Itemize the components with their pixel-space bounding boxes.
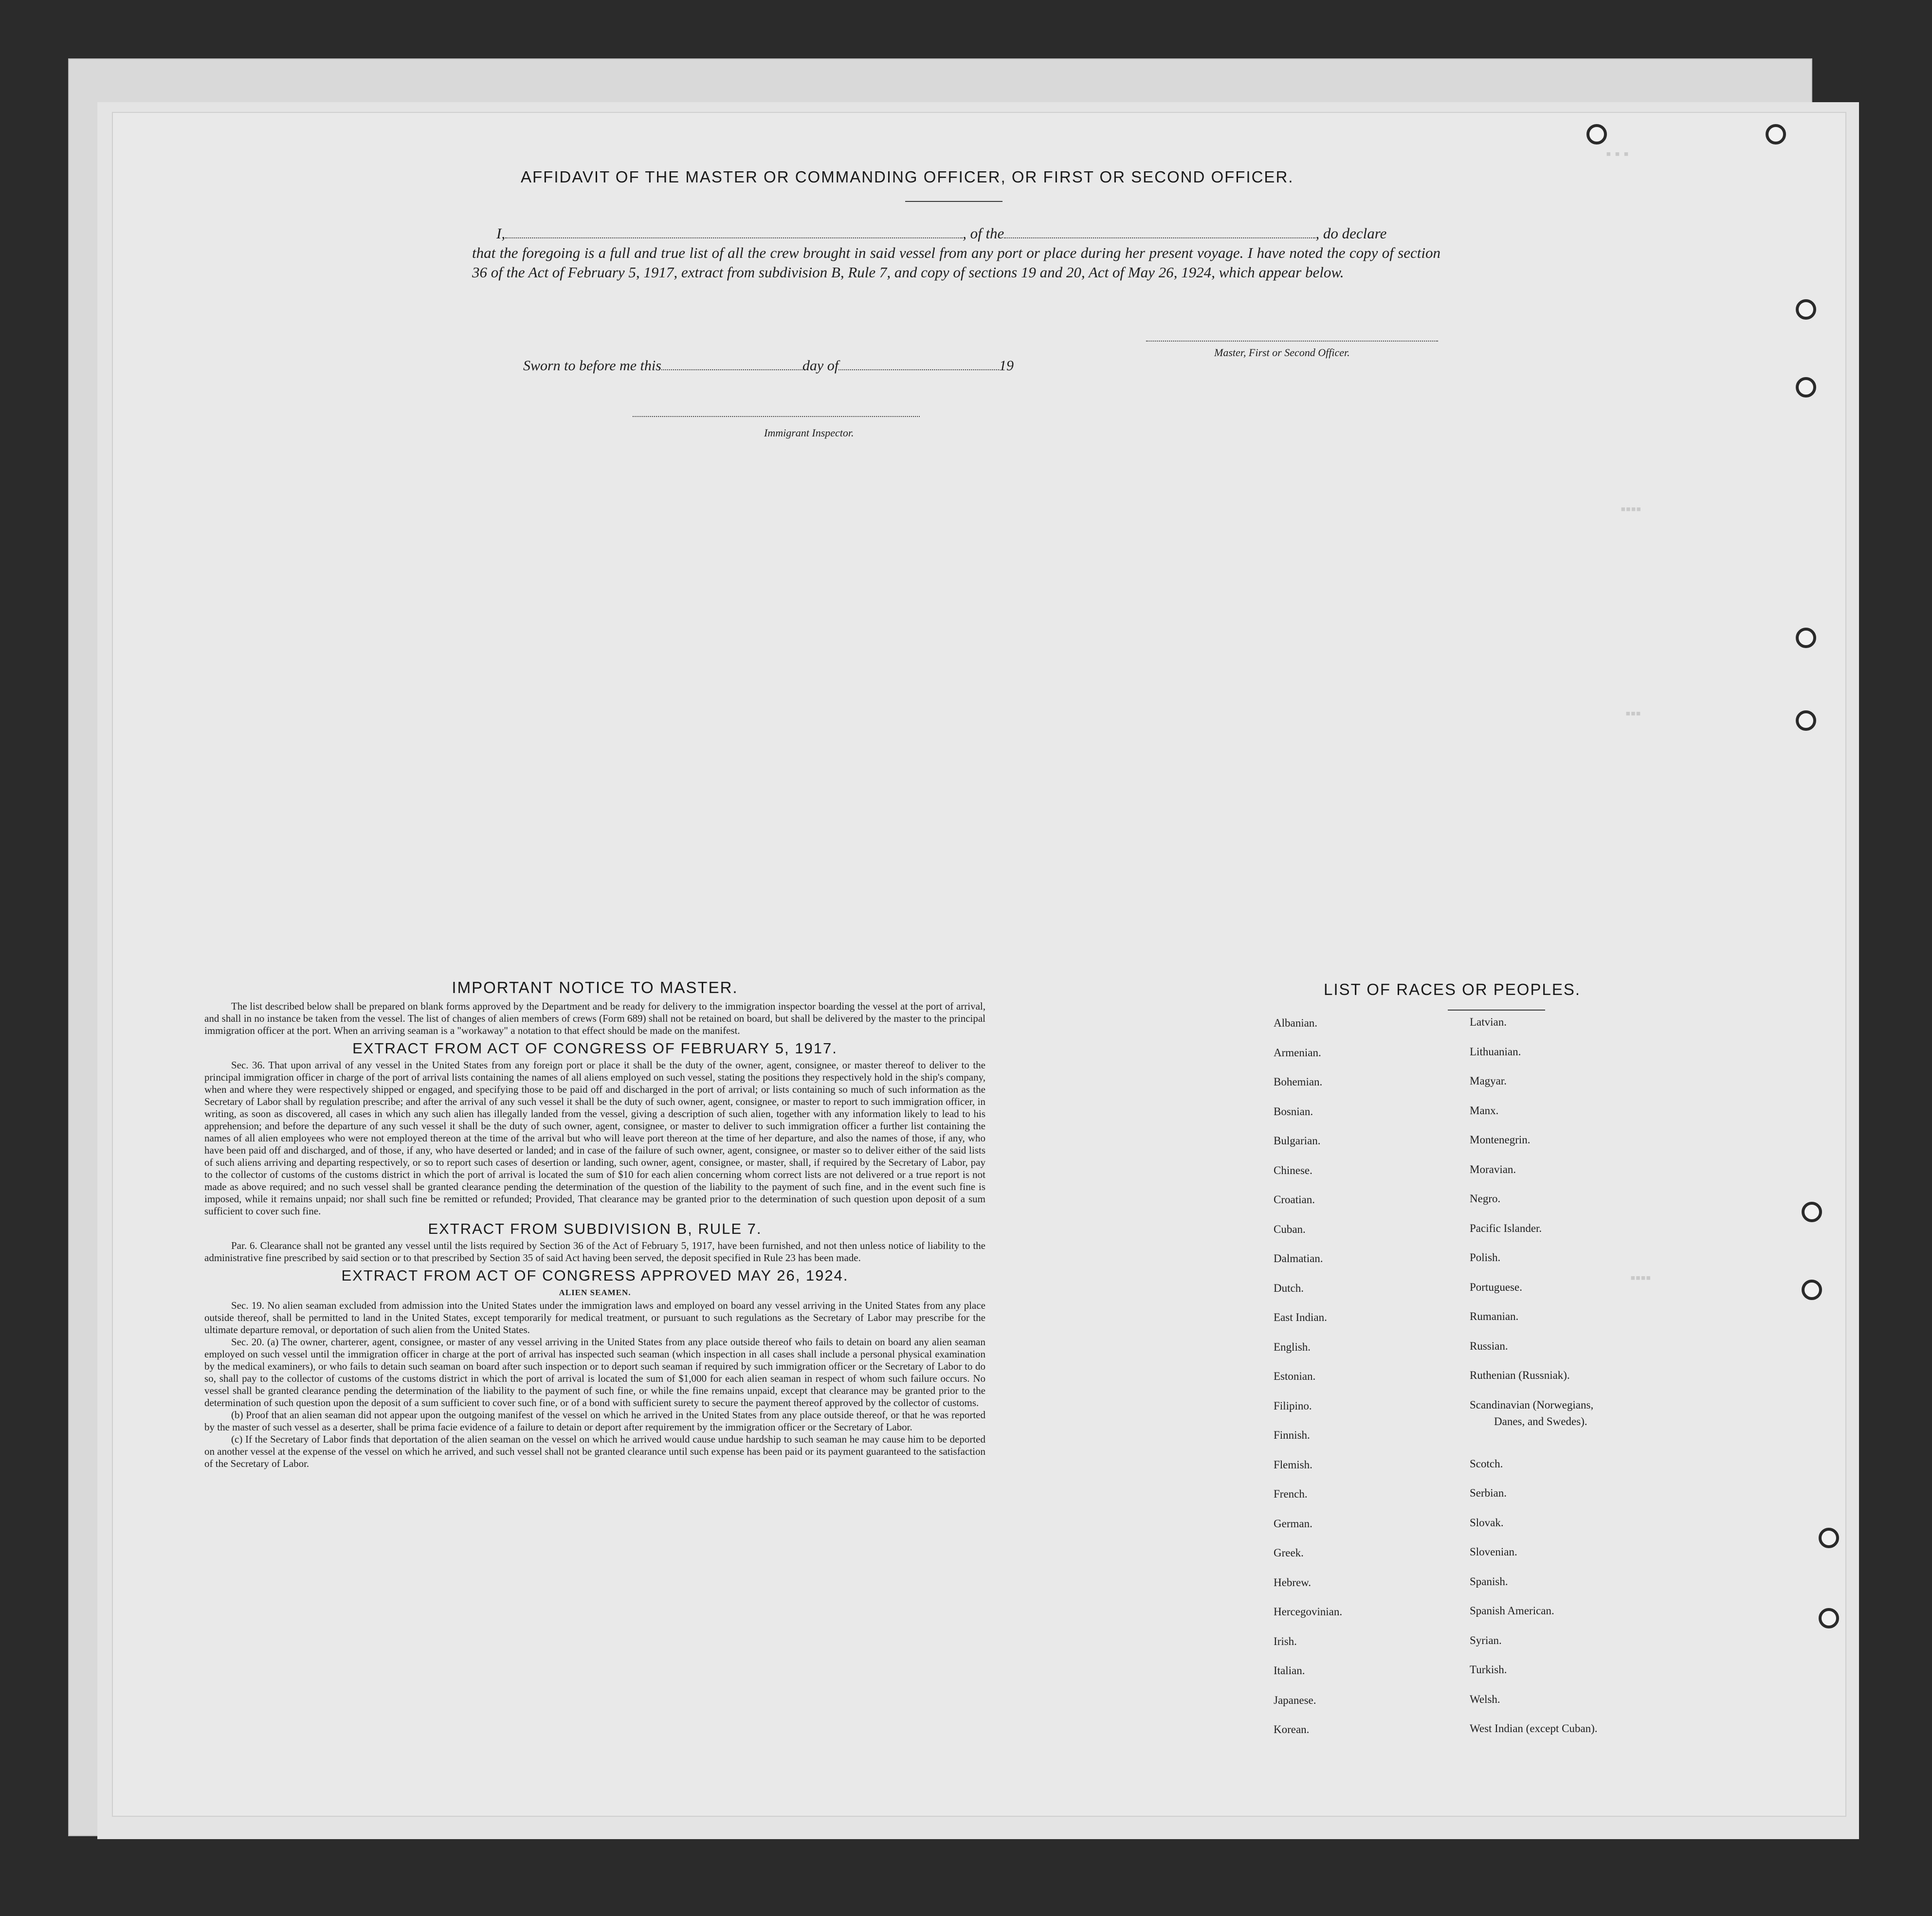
race-item: Albanian. <box>1274 1017 1318 1029</box>
of-the-label: , of the <box>963 225 1004 242</box>
punch-hole-icon <box>1802 1202 1822 1222</box>
race-item: Finnish. <box>1274 1429 1310 1441</box>
race-item: German. <box>1274 1517 1312 1530</box>
race-item: Spanish. <box>1470 1575 1508 1588</box>
bleed-through-mark: ▪▪▪▪ <box>1630 1270 1651 1286</box>
race-item: Bulgarian. <box>1274 1135 1321 1147</box>
sworn-day-field[interactable] <box>661 360 802 370</box>
race-item: Montenegrin. <box>1470 1134 1531 1146</box>
race-item: French. <box>1274 1488 1308 1500</box>
race-item: Polish. <box>1470 1251 1501 1264</box>
punch-hole-icon <box>1796 710 1816 731</box>
races-divider <box>1448 1010 1545 1011</box>
name-field[interactable] <box>505 228 963 238</box>
race-item: Estonian. <box>1274 1370 1316 1382</box>
race-item: Bohemian. <box>1274 1076 1323 1088</box>
punch-hole-icon <box>1802 1280 1822 1300</box>
race-item: English. <box>1274 1340 1311 1353</box>
legal-notice <box>204 978 985 1470</box>
race-item: Slovak. <box>1470 1516 1504 1529</box>
race-item: Korean. <box>1274 1723 1310 1735</box>
extract-rule7-title: EXTRACT FROM SUBDIVISION B, RULE 7. <box>428 1220 762 1237</box>
race-item: Magyar. <box>1470 1075 1507 1087</box>
sec20b-text: (b) Proof that an alien seaman did not appear upon the outgoing manifest of the vessel on which he arrived in the United States from any place outside thereof, or that he was reported by the master of such vessel as a deserter, shall be prima facie evidence of a failure to detain or deport after requirement by the immigration officer or the Secretary of Labor. <box>204 1409 985 1433</box>
race-item: Hercegovinian. <box>1274 1606 1343 1618</box>
sworn-prefix: Sworn to before me this <box>523 358 661 374</box>
extract-1917-title: EXTRACT FROM ACT OF CONGRESS OF FEBRUARY 5, 1917. <box>352 1040 838 1057</box>
master-signature-line[interactable] <box>1146 341 1438 342</box>
race-item: Manx. <box>1470 1104 1499 1117</box>
title-divider <box>905 201 1002 202</box>
do-declare-label: , do declare <box>1315 225 1387 242</box>
punch-hole-icon <box>1766 124 1786 145</box>
sworn-day-label: day of <box>802 358 839 374</box>
affidavit-body <box>472 224 1440 282</box>
race-item: Japanese. <box>1274 1694 1316 1706</box>
race-item: East Indian. <box>1274 1311 1327 1323</box>
race-item: Negro. <box>1470 1193 1501 1205</box>
alien-seamen-subtitle: ALIEN SEAMEN. <box>559 1288 631 1297</box>
race-item: Spanish American. <box>1470 1605 1554 1617</box>
race-item: Filipino. <box>1274 1399 1312 1412</box>
declarant-label: I, <box>496 225 506 242</box>
bleed-through-mark: ▪ ▪ ▪ <box>1606 146 1629 162</box>
race-item: Moravian. <box>1470 1163 1516 1175</box>
sec20a-text: Sec. 20. (a) The owner, charterer, agent, consignee, or master of any vessel arriving in the United States from any place outside thereof who fails to detain on board any alien seaman employed on such vessel until the immigration officer in charge at the port of arrival has inspected such seaman (which inspection in all cases shall include a personal physical examination by the medical examiners), or who fails to detain such seaman on board after such inspection or to deport such seaman if required by such immigration officer or the Secretary of Labor to do so, shall pay to the collector of customs of the customs district in which the port of arrival is located the sum of $1,000 for each alien seaman in respect of whom such failure occurs. No vessel shall be granted clearance pending the determination of the liability to the payment of such fine, or while the fine remains unpaid, except that clearance may be granted prior to the determination of such question upon the deposit of a sum sufficient to cover such fine, or of a bond with sufficient surety to secure the payment thereof approved by the collector of customs. <box>204 1336 985 1409</box>
sworn-month-field[interactable] <box>838 360 999 370</box>
race-item: Syrian. <box>1470 1634 1502 1646</box>
sworn-statement <box>523 358 1014 374</box>
race-item: Dutch. <box>1274 1282 1304 1294</box>
bleed-through-mark: ▪▪▪ <box>1625 705 1641 722</box>
race-item: Portuguese. <box>1470 1281 1522 1293</box>
races-title: LIST OF RACES OR PEOPLES. <box>1324 980 1581 998</box>
race-item: Serbian. <box>1470 1487 1507 1499</box>
extract-1917-text: Sec. 36. That upon arrival of any vessel in the United States from any foreign port or place it shall be the duty of the owner, agent, consignee, or master thereof to deliver to the principal immigration officer in charge of the port of arrival lists containing the names of all aliens employed on such vessel, stating the positions they respectively hold in the ship's company, when and where they were respectively shipped or engaged, and specifying those to be paid off and discharged in the port of arrival; or lists containing so much of such information as the Secretary of Labor shall by regulation prescribe; and after the arrival of any such vessel it shall be the duty of such owner, agent, consignee, or master to report to such immigration officer, in writing, as soon as discovered, all cases in which any such alien has illegally landed from the vessel, giving a description of such alien, together with any information likely to lead to his apprehension; and before the departure of any such vessel it shall be the duty of such owner, agent, consignee, or master to deliver to such immigration officer a further list containing the names of all alien employees who were not employed thereon at the time of the arrival but who will leave port thereon at the time of her departure, and also the names of those, if any, who have been paid off and discharged, and of those, if any, who have deserted or landed; and in case of the failure of such owner, agent, consignee, or master so to deliver either of the said lists of such aliens arriving and departing respectively, or so to report such cases of desertion or landing, such owner, agent, consignee, or master, shall, if required by the Secretary of Labor, pay to the collector of customs of the customs district in which the port of arrival is located the sum of $10 for each alien concerning whom correct lists are not delivered or a true report is not made as above required; and no such vessel shall be granted clearance pending the determination of the question of the liability to the payment of such fine, and in the event such fine is imposed, while it remains unpaid; nor shall such fine be remitted or refunded; Provided, That clearance may be granted prior to the determination of such question upon deposit of a sum sufficient to cover such fine. <box>204 1059 985 1217</box>
race-item: Scotch. <box>1470 1457 1503 1470</box>
race-item: Greek. <box>1274 1547 1304 1559</box>
master-signature-caption: Master, First or Second Officer. <box>1214 346 1350 359</box>
sec19-text: Sec. 19. No alien seaman excluded from admission into the United States under the immigration laws and employed on board any vessel arriving in the United States from any place outside thereof, shall be permitted to land in the United States, except temporarily for medical treatment, or pursuant to such regulations as the Secretary of Labor may prescribe for the ultimate departure removal, or deportation of such alien from the United States. <box>204 1300 985 1336</box>
race-item: Danes, and Swedes). <box>1494 1415 1587 1428</box>
race-item: Cuban. <box>1274 1223 1306 1235</box>
inspector-caption: Immigrant Inspector. <box>764 427 854 439</box>
race-item: West Indian (except Cuban). <box>1470 1722 1598 1735</box>
race-item: Armenian. <box>1274 1046 1321 1059</box>
punch-hole-icon <box>1819 1608 1839 1628</box>
race-item: Croatian. <box>1274 1193 1315 1206</box>
race-item: Ruthenian (Russniak). <box>1470 1369 1570 1381</box>
extract-1924-title: EXTRACT FROM ACT OF CONGRESS APPROVED MAY 26, 1924. <box>341 1267 849 1284</box>
punch-hole-icon <box>1586 124 1607 145</box>
extract-rule7-text: Par. 6. Clearance shall not be granted any vessel until the lists required by Section 36 of the Act of February 5, 1917, have been furnished, and not then unless notice of liability to the administrative fine prescribed by said section or to that prescribed by Section 35 of said Act having been served, the deposit specified in Rule 23 has been made. <box>204 1240 985 1264</box>
sec20c-text: (c) If the Secretary of Labor finds that deportation of the alien seaman on the vessel on which he arrived would cause undue hardship to such seaman he may cause him to be deported on another vessel at the expense of the vessel on which he arrived, and such vessel shall not be granted clearance until such expense has been paid or its payment guaranteed to the satisfaction of the Secretary of Labor. <box>204 1433 985 1469</box>
race-item: Irish. <box>1274 1635 1297 1647</box>
race-item: Hebrew. <box>1274 1576 1312 1589</box>
race-item: Slovenian. <box>1470 1546 1517 1558</box>
affidavit-statement: that the foregoing is a full and true list of all the crew brought in said vessel from any port or place during her present voyage. I have noted the copy of section 36 of the Act of February 5, 1917, extract from subdivision B, Rule 7, and copy of sections 19 and 20, Act of May 26, 1924, which appear below. <box>472 244 1440 281</box>
bleed-through-mark: ▪▪▪▪ <box>1621 501 1641 517</box>
punch-hole-icon <box>1796 377 1816 398</box>
race-item: Dalmatian. <box>1274 1252 1323 1265</box>
notice-title: IMPORTANT NOTICE TO MASTER. <box>452 978 738 996</box>
race-item: Latvian. <box>1470 1016 1507 1028</box>
punch-hole-icon <box>1796 299 1816 320</box>
race-item: Lithuanian. <box>1470 1045 1521 1058</box>
affidavit-title: AFFIDAVIT OF THE MASTER OR COMMANDING OFFICER, OR FIRST OR SECOND OFFICER. <box>521 168 1294 186</box>
race-item: Chinese. <box>1274 1164 1312 1176</box>
notice-text: The list described below shall be prepared on blank forms approved by the Department and be ready for delivery to the immigration inspector boarding the vessel at the port of arrival, and shall in no instance be taken from the vessel. The list of changes of alien members of crews (Form 689) shall not be retained on board, but shall be delivered by the master to the principal immigration officer at the port. When an arriving seaman is a "workaway" a notation to that effect should be made on the manifest. <box>204 1000 985 1036</box>
race-item: Turkish. <box>1470 1663 1507 1676</box>
vessel-field[interactable] <box>1004 228 1315 238</box>
punch-hole-icon <box>1819 1528 1839 1548</box>
sworn-year-label: 19 <box>999 358 1014 374</box>
race-item: Pacific Islander. <box>1470 1222 1542 1234</box>
race-item: Welsh. <box>1470 1693 1500 1705</box>
race-item: Scandinavian (Norwegians, <box>1470 1398 1594 1411</box>
punch-hole-icon <box>1796 628 1816 648</box>
inspector-signature-line[interactable] <box>633 416 920 417</box>
race-item: Rumanian. <box>1470 1310 1519 1322</box>
race-item: Russian. <box>1470 1339 1508 1352</box>
race-item: Bosnian. <box>1274 1105 1313 1118</box>
race-item: Italian. <box>1274 1664 1305 1677</box>
race-item: Flemish. <box>1274 1458 1312 1471</box>
